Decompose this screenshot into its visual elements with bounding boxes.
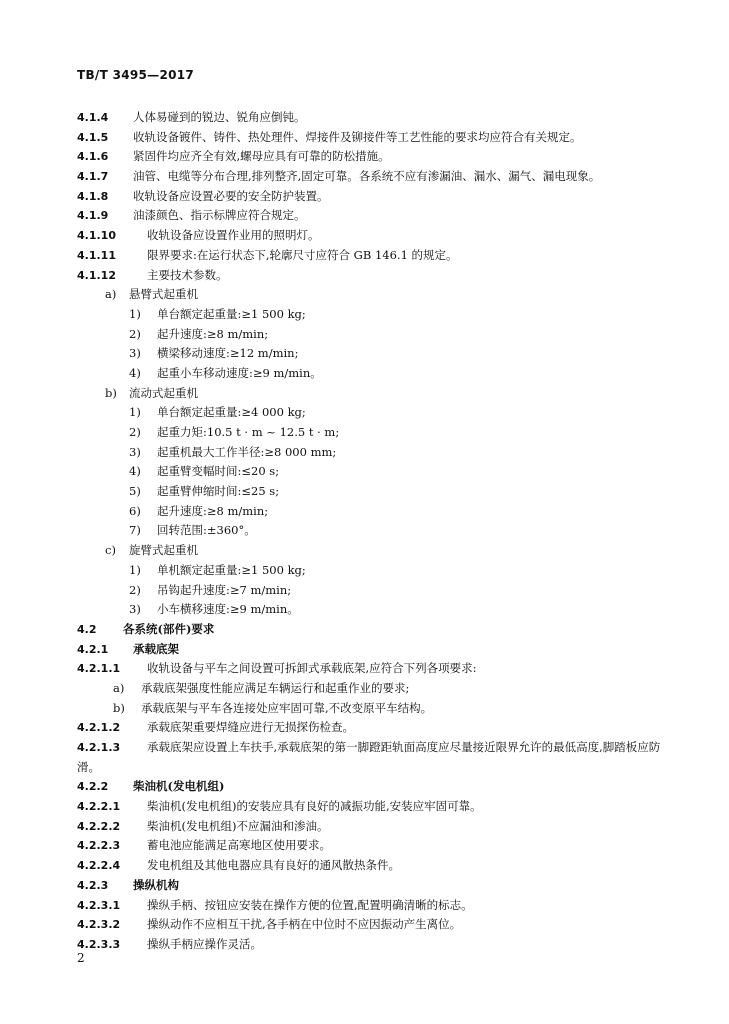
clause-number: 4.2.2: [77, 780, 109, 794]
clause-text: 吊钩起升速度:≥7 m/min;: [157, 582, 292, 597]
sub-item-label: 1): [129, 405, 141, 420]
clause-line: [77, 935, 677, 955]
clause-text: 油管、电缆等分布合理,排列整齐,固定可靠。各系统不应有渗漏油、漏水、漏气、漏电现象。: [133, 169, 601, 184]
clause-text: 承载底架: [133, 641, 179, 656]
clause-number: 4.1.9: [77, 209, 109, 223]
clause-line: [77, 856, 677, 876]
clause-text: 小车横移速度:≥9 m/min。: [157, 602, 299, 617]
sub-item-label: 4): [129, 464, 141, 479]
clause-line: [77, 521, 677, 541]
clause-number: 4.1.10: [77, 229, 116, 243]
clause-number: 4.2.3.3: [77, 937, 121, 951]
sub-item-label: 1): [129, 306, 141, 321]
list-label: a): [113, 680, 125, 695]
clause-line: [77, 659, 677, 679]
clause-line: [77, 915, 677, 935]
sub-item-label: 3): [129, 602, 141, 617]
clause-line: [77, 482, 677, 502]
clause-line: [77, 640, 677, 660]
clause-number: 4.1.5: [77, 130, 109, 144]
clause-text: 发电机组及其他电器应具有良好的通风散热条件。: [147, 858, 400, 873]
clause-line: [77, 581, 677, 601]
clause-text: 单机额定起重量:≥1 500 kg;: [157, 562, 306, 577]
clause-text: 限界要求:在运行状态下,轮廓尺寸应符合 GB 146.1 的规定。: [147, 247, 458, 262]
sub-item-label: 3): [129, 346, 141, 361]
clause-line: [77, 246, 677, 266]
clause-text: 主要技术参数。: [147, 267, 228, 282]
clause-number: 4.2.3.2: [77, 918, 121, 932]
clause-text: 承载底架与平车各连接处应牢固可靠,不改变原平车结构。: [141, 700, 433, 715]
clause-text: 承载底架强度性能应满足车辆运行和起重作业的要求;: [141, 680, 410, 695]
clause-line: [77, 443, 677, 463]
clause-line: [77, 167, 677, 187]
clause-line: [77, 541, 677, 561]
sub-item-label: 7): [129, 523, 141, 538]
clause-text: 起重力矩:10.5 t · m ~ 12.5 t · m;: [157, 425, 340, 439]
clause-line: [77, 226, 677, 246]
clause-line: [77, 325, 677, 345]
clause-text: 蓄电池应能满足高寒地区使用要求。: [147, 838, 331, 853]
clause-line: [77, 836, 677, 856]
clause-number: 4.2.1.1: [77, 662, 121, 676]
clause-text: 柴油机(发电机组): [133, 779, 225, 794]
clause-text: 回转范围:±360°。: [157, 523, 256, 538]
clause-line: [77, 699, 677, 719]
clause-line: [77, 502, 677, 522]
document-body: [77, 108, 677, 955]
clause-text: 操纵手柄、按钮应安装在操作方便的位置,配置明确清晰的标志。: [147, 897, 473, 912]
clause-line: [77, 187, 677, 207]
clause-line: [77, 876, 677, 896]
clause-text: 紧固件均应齐全有效,螺母应具有可靠的防松措施。: [133, 149, 390, 164]
clause-number: 4.2.3: [77, 878, 109, 892]
clause-text: 各系统(部件)要求: [123, 621, 215, 636]
clause-text: 旋臂式起重机: [129, 543, 198, 558]
clause-line: [77, 797, 677, 817]
clause-line: [77, 896, 677, 916]
clause-line: [77, 600, 677, 620]
clause-line: [77, 266, 677, 286]
clause-number: 4.2.2.2: [77, 819, 121, 833]
clause-line: [77, 344, 677, 364]
clause-line: [77, 718, 677, 738]
clause-line: [77, 364, 677, 384]
clause-text: 油漆颜色、指示标牌应符合规定。: [133, 208, 306, 223]
clause-text: 收轨设备镀件、铸件、热处理件、焊接件及铆接件等工艺性能的要求均应符合有关规定。: [133, 129, 582, 144]
clause-number: 4.1.7: [77, 170, 109, 184]
clause-line: [77, 561, 677, 581]
list-label: b): [113, 700, 125, 715]
clause-text: 收轨设备应设置作业用的照明灯。: [147, 228, 320, 243]
clause-line: [77, 817, 677, 837]
clause-text: 单台额定起重量:≥4 000 kg;: [157, 405, 306, 420]
clause-number: 4.2: [77, 622, 97, 636]
clause-text: 收轨设备应设置必要的安全防护装置。: [133, 188, 329, 203]
clause-text: 悬臂式起重机: [129, 287, 198, 302]
clause-text: 单台额定起重量:≥1 500 kg;: [157, 306, 306, 321]
sub-item-label: 2): [129, 326, 141, 341]
clause-line: [77, 305, 677, 325]
clause-number: 4.2.2.1: [77, 800, 121, 814]
clause-line: [77, 384, 677, 404]
clause-number: 4.2.1: [77, 642, 109, 656]
clause-text: 操纵动作不应相互干扰,各手柄在中位时不应因振动产生离位。: [147, 917, 462, 932]
page-number: 2: [77, 951, 85, 965]
clause-text: 操纵机构: [133, 877, 179, 892]
clause-text: 人体易碰到的锐边、锐角应倒钝。: [133, 110, 306, 124]
clause-number: 4.2.3.1: [77, 898, 121, 912]
sub-item-label: 3): [129, 444, 141, 459]
sub-item-label: 4): [129, 365, 141, 380]
clause-line: [77, 462, 677, 482]
list-label: c): [105, 543, 116, 558]
sub-item-label: 5): [129, 484, 141, 499]
clause-line: [77, 738, 677, 777]
sub-item-label: 1): [129, 562, 141, 577]
clause-line: [77, 206, 677, 226]
clause-text: 起重臂变幅时间:≤20 s;: [157, 464, 280, 479]
clause-line: [77, 620, 677, 640]
clause-number: 4.2.2.4: [77, 859, 121, 873]
list-label: a): [105, 287, 117, 302]
clause-number: 4.2.2.3: [77, 839, 121, 853]
clause-text: 承载底架重要焊缝应进行无损探伤检查。: [147, 720, 354, 735]
clause-number: 4.2.1.3: [77, 741, 121, 754]
sub-item-label: 6): [129, 503, 141, 518]
clause-text: 流动式起重机: [129, 385, 198, 400]
clause-text: 横梁移动速度:≥12 m/min;: [157, 346, 299, 361]
clause-text: 起升速度:≥8 m/min;: [157, 326, 269, 341]
clause-number: 4.1.6: [77, 150, 109, 164]
clause-line: [77, 679, 677, 699]
clause-text: 柴油机(发电机组)的安装应具有良好的减振功能,安装应牢固可靠。: [147, 799, 482, 814]
clause-line: [77, 423, 677, 443]
clause-text: 起重机最大工作半径:≥8 000 mm;: [157, 444, 337, 459]
clause-line: [77, 128, 677, 148]
clause-line: [77, 108, 677, 128]
clause-number: 4.1.12: [77, 268, 116, 282]
clause-text: 起重臂伸缩时间:≤25 s;: [157, 484, 280, 499]
clause-line: [77, 777, 677, 797]
clause-number: 4.2.1.2: [77, 721, 121, 735]
clause-text: 操纵手柄应操作灵活。: [147, 936, 262, 951]
sub-item-label: 2): [129, 582, 141, 597]
clause-line: [77, 147, 677, 167]
clause-text: 起升速度:≥8 m/min;: [157, 503, 269, 518]
clause-text: 起重小车移动速度:≥9 m/min。: [157, 365, 322, 380]
clause-text: 柴油机(发电机组)不应漏油和渗油。: [147, 818, 329, 833]
clause-line: [77, 285, 677, 305]
clause-number: 4.1.11: [77, 248, 116, 262]
clause-number: 4.1.8: [77, 189, 109, 203]
list-label: b): [105, 385, 117, 400]
clause-text: 收轨设备与平车之间设置可拆卸式承载底架,应符合下列各项要求:: [147, 661, 477, 676]
clause-number: 4.1.4: [77, 111, 109, 124]
sub-item-label: 2): [129, 425, 141, 439]
clause-text: 承载底架应设置上车扶手,承载底架的第一脚蹬距轨面高度应尽量接近限界允许的最低高度,脚踏板应防滑。: [77, 740, 661, 774]
document-header: TB/T 3495—2017: [77, 68, 195, 82]
clause-line: [77, 403, 677, 423]
